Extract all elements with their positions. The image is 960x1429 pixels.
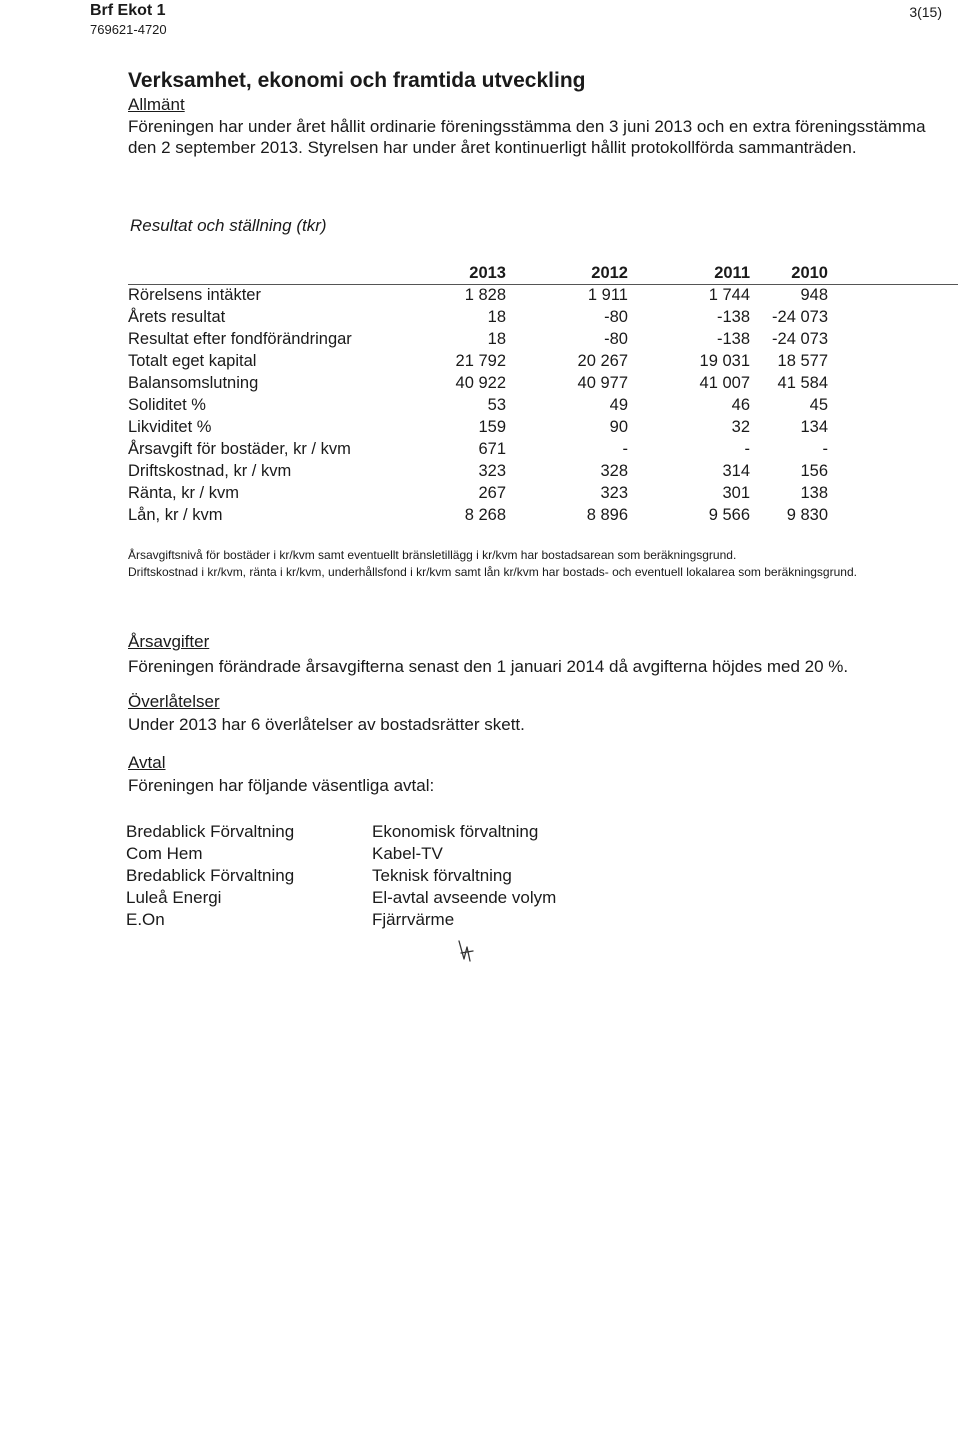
row-label: Likviditet % — [128, 418, 212, 436]
agreement-party: E.On — [126, 910, 165, 929]
table-row — [128, 284, 828, 306]
table-row — [128, 438, 828, 460]
table-cell: 1 744 — [708, 286, 750, 304]
table-cell: 40 922 — [455, 374, 506, 392]
table-cell: 314 — [722, 462, 750, 480]
table-cell: 32 — [731, 418, 750, 436]
table-cell: 159 — [478, 418, 506, 436]
table-cell: 156 — [800, 462, 828, 480]
organization-number: 769621-4720 — [90, 22, 167, 37]
table-cell: 9 830 — [786, 506, 828, 524]
table-cell: 323 — [478, 462, 506, 480]
table-cell: -24 073 — [772, 330, 828, 348]
table-cell: 328 — [600, 462, 628, 480]
allmant-text: Föreningen har under året hållit ordinarie föreningsstämma den 3 juni 2013 och en extra föreningsstämma den 2 september 2013. Styrelsen har under året kontinuerligt hållit protokollförda sammanträden. — [128, 117, 926, 157]
table-cell: 138 — [800, 484, 828, 502]
table-row — [128, 416, 828, 438]
table-cell: 8 268 — [464, 506, 506, 524]
table-cell: 18 — [487, 308, 506, 326]
table-cell: 21 792 — [455, 352, 506, 370]
table-row — [128, 504, 828, 526]
heading-avtal: Avtal — [128, 753, 166, 772]
table-row — [128, 372, 828, 394]
row-label: Driftskostnad, kr / kvm — [128, 462, 292, 480]
table-cell: - — [622, 440, 628, 458]
row-label: Resultat efter fondförändringar — [128, 330, 352, 348]
agreement-type: Kabel-TV — [372, 844, 443, 863]
table-cell: 53 — [487, 396, 506, 414]
table-cell: -138 — [716, 330, 750, 348]
row-label: Lån, kr / kvm — [128, 506, 223, 524]
table-cell: 45 — [809, 396, 828, 414]
heading-overlatelser: Överlåtelser — [128, 692, 220, 711]
row-label: Ränta, kr / kvm — [128, 484, 239, 502]
overlatelser-text: Under 2013 har 6 överlåtelser av bostadsrätter skett. — [128, 715, 525, 734]
table-row — [128, 328, 828, 350]
agreement-party: Bredablick Förvaltning — [126, 822, 295, 841]
table-cell: 1 828 — [464, 286, 506, 304]
table-cell: 20 267 — [577, 352, 628, 370]
table-cell: -80 — [604, 308, 628, 326]
table-row — [128, 460, 828, 482]
row-label: Balansomslutning — [128, 374, 259, 392]
table-header-row — [128, 262, 828, 284]
table-cell: -138 — [716, 308, 750, 326]
table-cell: 41 007 — [699, 374, 750, 392]
column-header: 2010 — [791, 264, 828, 282]
column-header: 2012 — [591, 264, 628, 282]
agreement-type: Teknisk förvaltning — [372, 866, 512, 885]
heading-allmant: Allmänt — [128, 95, 185, 114]
table-row — [128, 394, 828, 416]
table-cell: 18 — [487, 330, 506, 348]
table-row — [128, 482, 828, 504]
table-cell: 1 911 — [587, 286, 628, 304]
table-cell: 9 566 — [708, 506, 750, 524]
organization-name: Brf Ekot 1 — [90, 2, 166, 19]
section-title: Verksamhet, ekonomi och framtida utveckling — [128, 69, 586, 92]
table-cell: 301 — [722, 484, 750, 502]
table-cell: 41 584 — [777, 374, 828, 392]
row-label: Årets resultat — [128, 308, 226, 326]
table-cell: 18 577 — [777, 352, 828, 370]
handwritten-initial-mark — [455, 939, 477, 965]
page-number: 3(15) — [909, 4, 942, 20]
agreement-party: Com Hem — [126, 844, 203, 863]
agreement-party: Luleå Energi — [126, 888, 222, 907]
table-row — [128, 306, 828, 328]
row-label: Rörelsens intäkter — [128, 286, 261, 304]
heading-arsavgifter: Årsavgifter — [128, 632, 210, 651]
footnote-driftskostnad: Driftskostnad i kr/kvm, ränta i kr/kvm, underhållsfond i kr/kvm samt lån kr/kvm har bostads- och eventuell lokalarea som beräkningsgrund. — [128, 565, 857, 579]
table-cell: 671 — [478, 440, 506, 458]
table-cell: 134 — [800, 418, 828, 436]
table-cell: 323 — [600, 484, 628, 502]
arsavgifter-text: Föreningen förändrade årsavgifterna senast den 1 januari 2014 då avgifterna höjdes med 20 %. — [128, 657, 849, 676]
table-cell: -24 073 — [772, 308, 828, 326]
avtal-text: Föreningen har följande väsentliga avtal: — [128, 776, 435, 795]
table-row — [128, 350, 828, 372]
table-cell: 40 977 — [577, 374, 628, 392]
column-header: 2013 — [469, 264, 506, 282]
table-cell: -80 — [604, 330, 628, 348]
table-cell: 19 031 — [699, 352, 750, 370]
footnote-arsavgift: Årsavgiftsnivå för bostäder i kr/kvm samt eventuellt bränsletillägg i kr/kvm har bostadsarean som beräkningsgrund. — [128, 548, 737, 562]
table-cell: 90 — [609, 418, 628, 436]
table-cell: - — [822, 440, 828, 458]
row-label: Totalt eget kapital — [128, 352, 257, 370]
table-cell: 267 — [478, 484, 506, 502]
results-table — [128, 262, 828, 526]
agreement-type: Ekonomisk förvaltning — [372, 822, 539, 841]
column-header: 2011 — [714, 264, 750, 282]
agreement-type: El-avtal avseende volym — [372, 888, 557, 907]
table-cell: - — [744, 440, 750, 458]
table-cell: 8 896 — [586, 506, 628, 524]
table-cell: 49 — [609, 396, 628, 414]
table-cell: 948 — [800, 286, 828, 304]
row-label: Årsavgift för bostäder, kr / kvm — [128, 440, 351, 458]
results-caption: Resultat och ställning (tkr) — [130, 216, 327, 235]
row-label: Soliditet % — [128, 396, 206, 414]
agreement-party: Bredablick Förvaltning — [126, 866, 295, 885]
table-cell: 46 — [731, 396, 750, 414]
agreement-type: Fjärrvärme — [372, 910, 455, 929]
